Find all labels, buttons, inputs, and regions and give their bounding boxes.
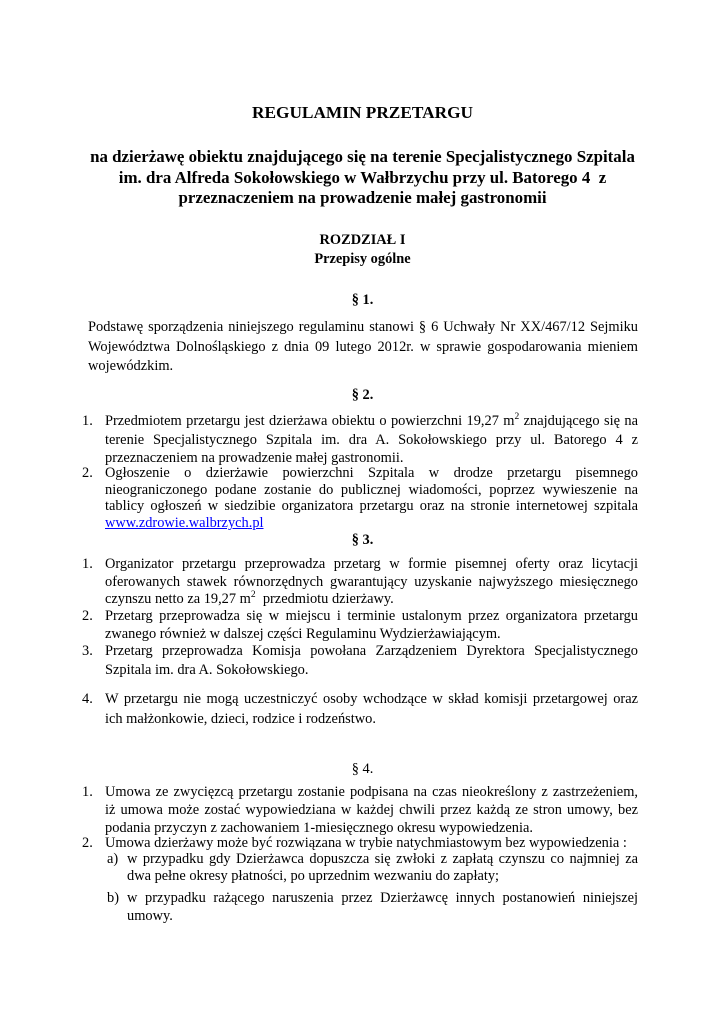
- section-3-heading: § 3.: [351, 532, 374, 548]
- list-number: 3.: [82, 643, 93, 659]
- section-4-heading: § 4.: [351, 761, 374, 777]
- section-1-paragraph: [88, 318, 638, 377]
- list-text: [105, 556, 638, 609]
- list-number: 2.: [82, 835, 93, 851]
- sub-list-text: [127, 851, 638, 885]
- list-item: [82, 783, 638, 837]
- subtitle-line: na dzierżawę obiektu znajdującego się na terenie Specjalistycznego Szpitala: [90, 147, 635, 166]
- list-text: [105, 783, 638, 837]
- website-link[interactable]: www.zdrowie.walbrzych.pl: [105, 515, 264, 532]
- text-segment: przedmiotu dzierżawy.: [255, 591, 394, 607]
- list-text: [105, 607, 638, 643]
- text-line: Organizator przetargu przeprowadza przetarg w formie pisemnej oferty oraz licytacji: [105, 556, 638, 572]
- text-line: podania przyczyn z zachowaniem 1-miesięcznego okresu wypowiedzenia.: [105, 820, 533, 836]
- sub-list-letter: a): [107, 851, 119, 867]
- text-line: Przetarg przeprowadza się w miejscu i terminie ustalonym przez organizatora przetargu: [105, 608, 638, 624]
- text-line: oferowanych stawek równorzędnych gwarantujący uzyskanie najwyższego miesięcznego: [105, 573, 638, 590]
- text-line: Ogłoszenie o dzierżawie powierzchni Szpitala w drodze przetargu pisemnego: [105, 465, 638, 481]
- paragraph-line: wojewódzkim.: [88, 358, 174, 374]
- text-line: ich małżonkowie, dzieci, rodzice i rodzeństwo.: [105, 711, 376, 727]
- text-segment: znajdującego się na: [519, 413, 638, 429]
- list-item: [82, 465, 638, 532]
- text-line: w przypadku gdy Dzierżawca dopuszcza się zwłoki z zapłatą czynszu co najmniej za: [127, 851, 638, 867]
- list-item: [82, 689, 638, 729]
- sub-list-text: [127, 889, 638, 925]
- list-text: [105, 465, 638, 532]
- list-item: [82, 834, 638, 852]
- sub-list-letter: b): [107, 890, 119, 906]
- list-text: [105, 412, 638, 468]
- list-item: [82, 412, 638, 468]
- text-line: zwanego również w dalszej części Regulaminu Wydzierżawiającym.: [105, 626, 501, 642]
- text-line: umowy.: [127, 908, 173, 924]
- section-2-heading: § 2.: [351, 387, 374, 403]
- list-number: 2.: [82, 465, 93, 481]
- chapter-name: Przepisy ogólne: [314, 251, 411, 267]
- paragraph-line: Województwa Dolnośląskiego z dnia 09 lutego 2012r. w sprawie gospodarowania mieniem: [88, 338, 638, 355]
- list-number: 4.: [82, 691, 93, 707]
- list-number: 1.: [82, 413, 93, 429]
- chapter-label: ROZDZIAŁ I: [319, 232, 406, 248]
- superscript: 2: [514, 412, 520, 422]
- subtitle-line: przeznaczeniem na prowadzenie małej gastronomii: [178, 188, 547, 207]
- superscript: 2: [250, 590, 256, 600]
- text-line: Przetarg przeprowadza Komisja powołana Zarządzeniem Dyrektora Specjalistycznego: [105, 643, 638, 659]
- list-item: [82, 607, 638, 643]
- chapter-heading: [40, 231, 685, 269]
- document-subtitle: [40, 147, 685, 209]
- text-line: W przetargu nie mogą uczestniczyć osoby wchodzące w skład komisji przetargowej oraz: [105, 691, 638, 707]
- text-line: iż umowa może zostać wypowiedziana w każdej chwili przez każdą ze stron umowy, bez: [105, 802, 638, 818]
- subtitle-line: im. dra Alfreda Sokołowskiego w Wałbrzychu przy ul. Batorego 4 z: [118, 167, 607, 187]
- text-segment: czynszu netto za 19,27 m: [105, 591, 251, 607]
- list-number: 1.: [82, 784, 93, 800]
- list-item: [82, 642, 638, 680]
- text-segment: Przedmiotem przetargu jest dzierżawa obiektu o powierzchni 19,27 m: [105, 413, 515, 429]
- text-line: Umowa dzierżawy może być rozwiązana w trybie natychmiastowym bez wypowiedzenia :: [105, 835, 627, 851]
- text-line: nieograniczonego podane zostanie do publicznej wiadomości, poprzez wywieszenie na: [105, 481, 638, 498]
- sub-list-item: [105, 889, 638, 925]
- document-title: REGULAMIN PRZETARGU: [252, 103, 473, 122]
- text-line: tablicy ogłoszeń w siedzibie organizatora przetargu oraz na stronie internetowej szpitala: [105, 498, 638, 515]
- text-line: Umowa ze zwycięzcą przetargu zostanie podpisana na czas nieokreślony z zastrzeżeniem,: [105, 784, 638, 800]
- text-line: dwa pełne okresy płatności, po uprzednim wezwaniu do zapłaty;: [127, 868, 500, 884]
- text-line: w przypadku rażącego naruszenia przez Dzierżawcę innych postanowień niniejszej: [127, 890, 638, 906]
- paragraph-line: Podstawę sporządzenia niniejszego regulaminu stanowi § 6 Uchwały Nr XX/467/12 Sejmiku: [88, 319, 638, 335]
- list-text: [105, 834, 638, 852]
- section-1-heading: § 1.: [351, 292, 374, 308]
- list-item: [82, 556, 638, 609]
- list-text: [105, 642, 638, 680]
- text-line: [105, 515, 638, 532]
- text-line: przeznaczeniem na prowadzenie małej gastronomii.: [105, 450, 404, 466]
- list-text: [105, 689, 638, 729]
- text-line: [105, 591, 638, 609]
- text-line: terenie Specjalistycznego Szpitala im. dra A. Sokołowskiego przy ul. Batorego 4 z: [105, 431, 638, 448]
- list-number: 1.: [82, 556, 93, 572]
- text-line: [105, 412, 638, 431]
- sub-list-item: [105, 851, 638, 885]
- list-number: 2.: [82, 608, 93, 624]
- text-line: Szpitala im. dra A. Sokołowskiego.: [105, 662, 309, 678]
